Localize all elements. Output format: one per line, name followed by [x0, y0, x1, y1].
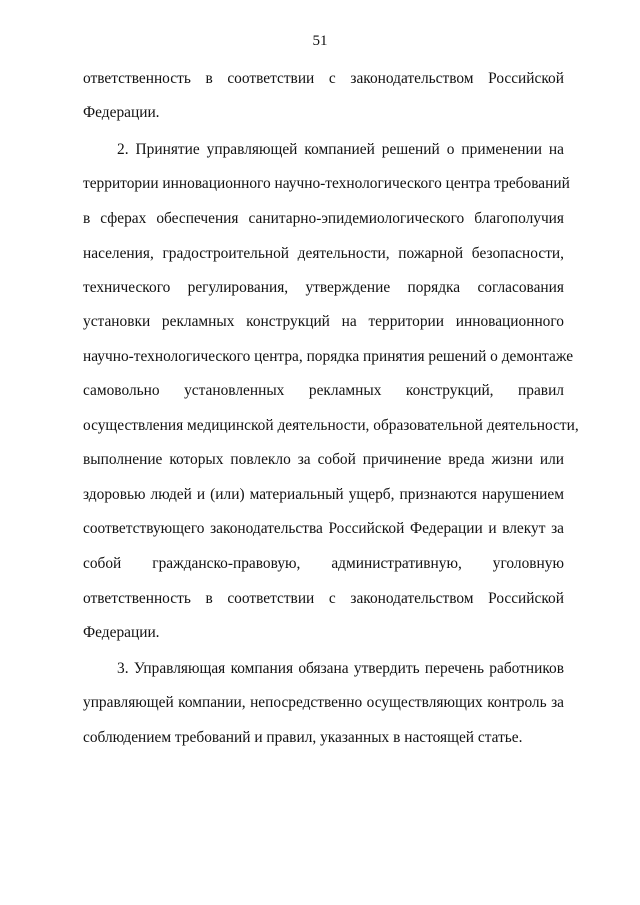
- paragraph-start-line: 3. Управляющая компания обязана утвердить перечень работников: [117, 660, 564, 677]
- text-line: населения, градостроительной деятельности, пожарной безопасности,: [83, 245, 564, 262]
- text-line: соответствующего законодательства Российской Федерации и влекут за: [83, 520, 564, 537]
- text-line: Федерации.: [83, 104, 160, 121]
- text-line: собой гражданско-правовую, административную, уголовную: [83, 555, 564, 572]
- text-line: самовольно установленных рекламных конструкций, правил: [83, 382, 564, 399]
- text-line: территории инновационного научно-технологического центра требований: [83, 175, 570, 192]
- text-line: технического регулирования, утверждение порядка согласования: [83, 279, 564, 296]
- text-line: научно-технологического центра, порядка принятия решений о демонтаже: [83, 348, 574, 365]
- paragraph-start-line: 2. Принятие управляющей компанией решений о применении на: [117, 141, 564, 158]
- text-line: управляющей компании, непосредственно осуществляющих контроль за: [83, 694, 564, 711]
- text-line: ответственность в соответствии с законодательством Российской: [83, 70, 564, 87]
- text-line: здоровью людей и (или) материальный ущерб, признаются нарушением: [83, 486, 564, 503]
- text-line: ответственность в соответствии с законодательством Российской: [83, 590, 564, 607]
- text-line: установки рекламных конструкций на территории инновационного: [83, 313, 564, 330]
- text-line: соблюдением требований и правил, указанных в настоящей статье.: [83, 729, 523, 746]
- page-number: 51: [312, 33, 328, 49]
- text-line: в сферах обеспечения санитарно-эпидемиологического благополучия: [83, 210, 564, 227]
- text-line: осуществления медицинской деятельности, образовательной деятельности,: [83, 417, 579, 434]
- text-line: Федерации.: [83, 624, 160, 641]
- text-line: выполнение которых повлекло за собой причинение вреда жизни или: [83, 451, 564, 468]
